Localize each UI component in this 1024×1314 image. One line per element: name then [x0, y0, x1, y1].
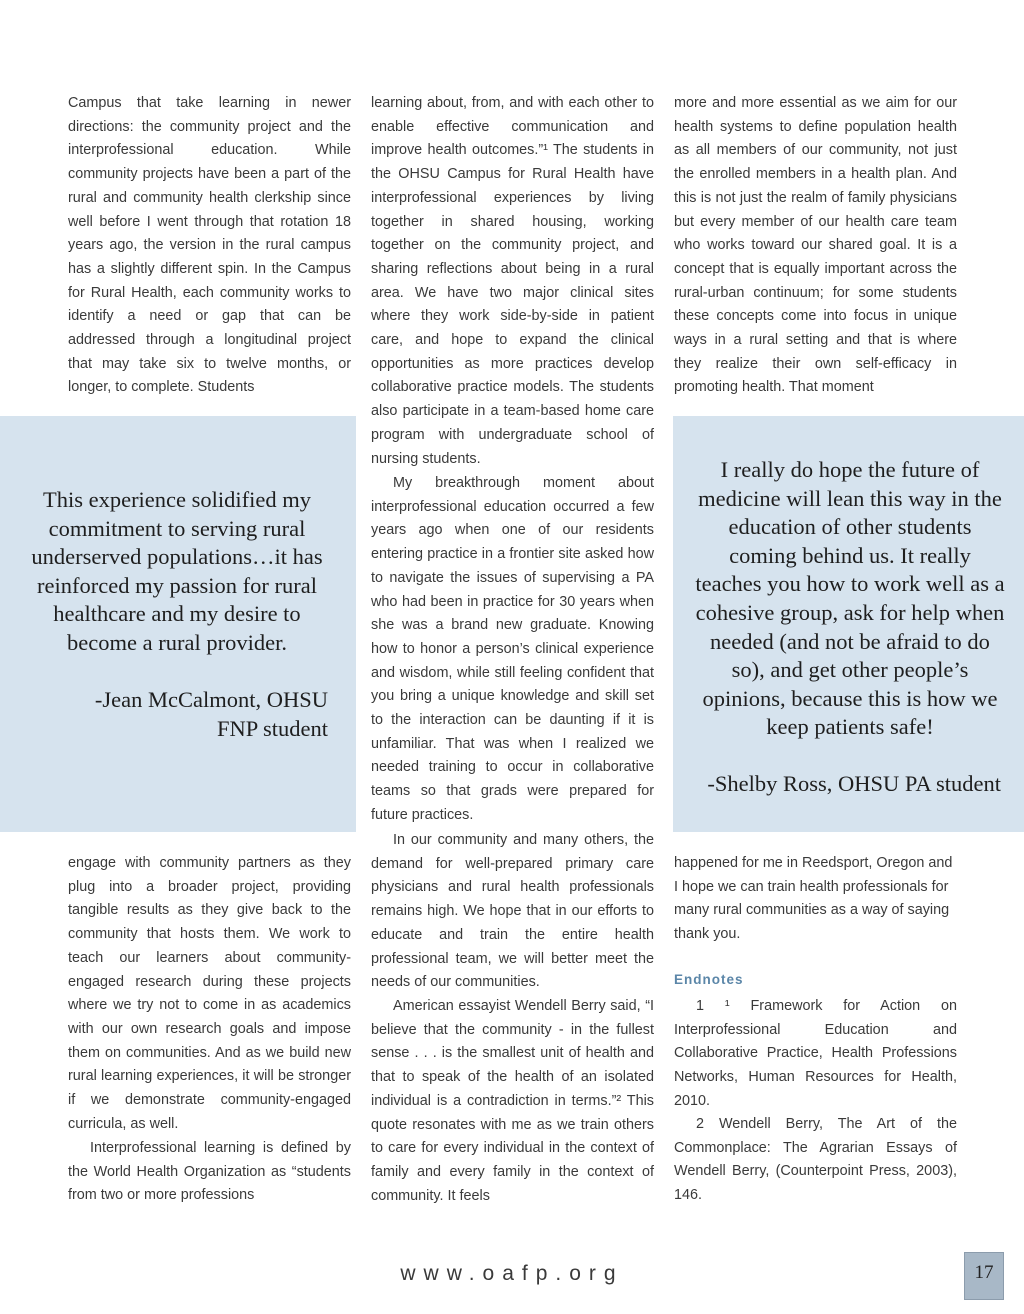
- middle-column-paragraph-1: learning about, from, and with each other to enable effective communication and improve health outcomes.”¹ The students in the OHSU Campus for Rural Health have interprofessional experiences by living together in shared housing, working together on the community project, and sharing reflections about being in a rural area. We have two major clinical sites where they work side-by-side in patient care, and hope to expand the clinical opportunities as more practices develop collaborative practice models. The students also participate in a team-based home care program with undergraduate school of nursing students.: [371, 95, 654, 467]
- middle-column-paragraph-2: My breakthrough moment about interprofessional education occurred a few years ago when one of our residents entering practice in a frontier site asked how to navigate the issues of supervising a PA who had been in practice for 30 years when she was a brand new graduate. Knowing how to honor a person’s clinical experience and wisdom, while still feeling confident that you bring a unique knowledge and skill set to the interaction can be daunting if it is unfamiliar. That was when I realized we needed training to occur in collaborative teams so that grads were prepared for future practices.: [371, 475, 654, 823]
- pull-quote-left-text: This experience solidified my commitment to serving rural underserved populations…it has reinforced my passion for rural healthcare and my desire to become a rural provider.: [31, 487, 323, 655]
- pull-quote-left: [0, 416, 356, 832]
- right-column-bottom-text: happened for me in Reedsport, Oregon and I hope we can train health professionals for many rural communities as a way of saying thank you.: [674, 855, 953, 943]
- footer-website-url: www.oafp.org: [400, 1262, 624, 1285]
- pull-quote-left-attribution: -Jean McCalmont, OHSU FNP student: [94, 687, 328, 741]
- right-column-top-text: more and more essential as we aim for our health systems to define population health as all members of our community, not just the enrolled members in a health plan. And this is not just the realm of family physicians but every member of our health care team who works toward our shared goal. It is a concept that is equally important across the rural-urban continuum; for some students these concepts come into focus in unique ways in a rural setting and that is where they realize their own self-efficacy in promoting health. That moment: [674, 95, 957, 396]
- pull-quote-right-text: I really do hope the future of medicine will lean this way in the education of other students coming behind us. It really teaches you how to work well as a cohesive group, ask for help when needed (and not be afraid to do so), and get other people’s opinions, because this is how we keep patients safe!: [695, 457, 1005, 740]
- page-number: 17: [974, 1262, 994, 1283]
- endnotes-heading: Endnotes: [674, 972, 744, 987]
- pull-quote-right-attribution: -Shelby Ross, OHSU PA student: [707, 771, 1001, 796]
- endnote-1: 1 ¹ Framework for Action on Interprofessional Education and Collaborative Practice, Health Professions Networks, Human Resources for Health, 2010.: [674, 998, 957, 1109]
- middle-column-paragraph-4: American essayist Wendell Berry said, “I believe that the community - in the fullest sense . . . is the smallest unit of health and that to speak of the health of an isolated individual is a contradiction in terms.”² This quote resonates with me as we train others to care for every individual in the context of family and every family in the context of community. It feels: [371, 998, 654, 1204]
- pull-quote-right: [673, 416, 1024, 832]
- left-column-bottom-paragraph-2: Interprofessional learning is defined by the World Health Organization as “students from two or more professions: [68, 1140, 351, 1204]
- endnote-2: 2 Wendell Berry, The Art of the Commonplace: The Agrarian Essays of Wendell Berry, (Counterpoint Press, 2003), 146.: [674, 1116, 957, 1204]
- middle-column-paragraph-3: In our community and many others, the demand for well-prepared primary care physicians and rural health professionals remains high. We hope that in our efforts to educate and train the entire health professional team, we will better meet the needs of our communities.: [371, 832, 654, 991]
- left-column-top-text: Campus that take learning in newer directions: the community project and the interprofessional education. While community projects have been a part of the rural and community health clerkship since well before I went through that rotation 18 years ago, the version in the rural campus has a slightly different spin. In the Campus for Rural Health, each community works to identify a need or gap that can be addressed through a longitudinal project that may take six to twelve months, or longer, to complete. Students: [68, 95, 351, 396]
- left-column-bottom-text: engage with community partners as they plug into a broader project, providing tangible results as they give back to the community that hosts them. We work to teach our learners about community-engaged research during these projects where we try not to come in as academics with our own research goals and impose them on communities. And as we build new rural learning experiences, it will be stronger if we demonstrate community-engaged curricula, as well.: [68, 855, 351, 1132]
